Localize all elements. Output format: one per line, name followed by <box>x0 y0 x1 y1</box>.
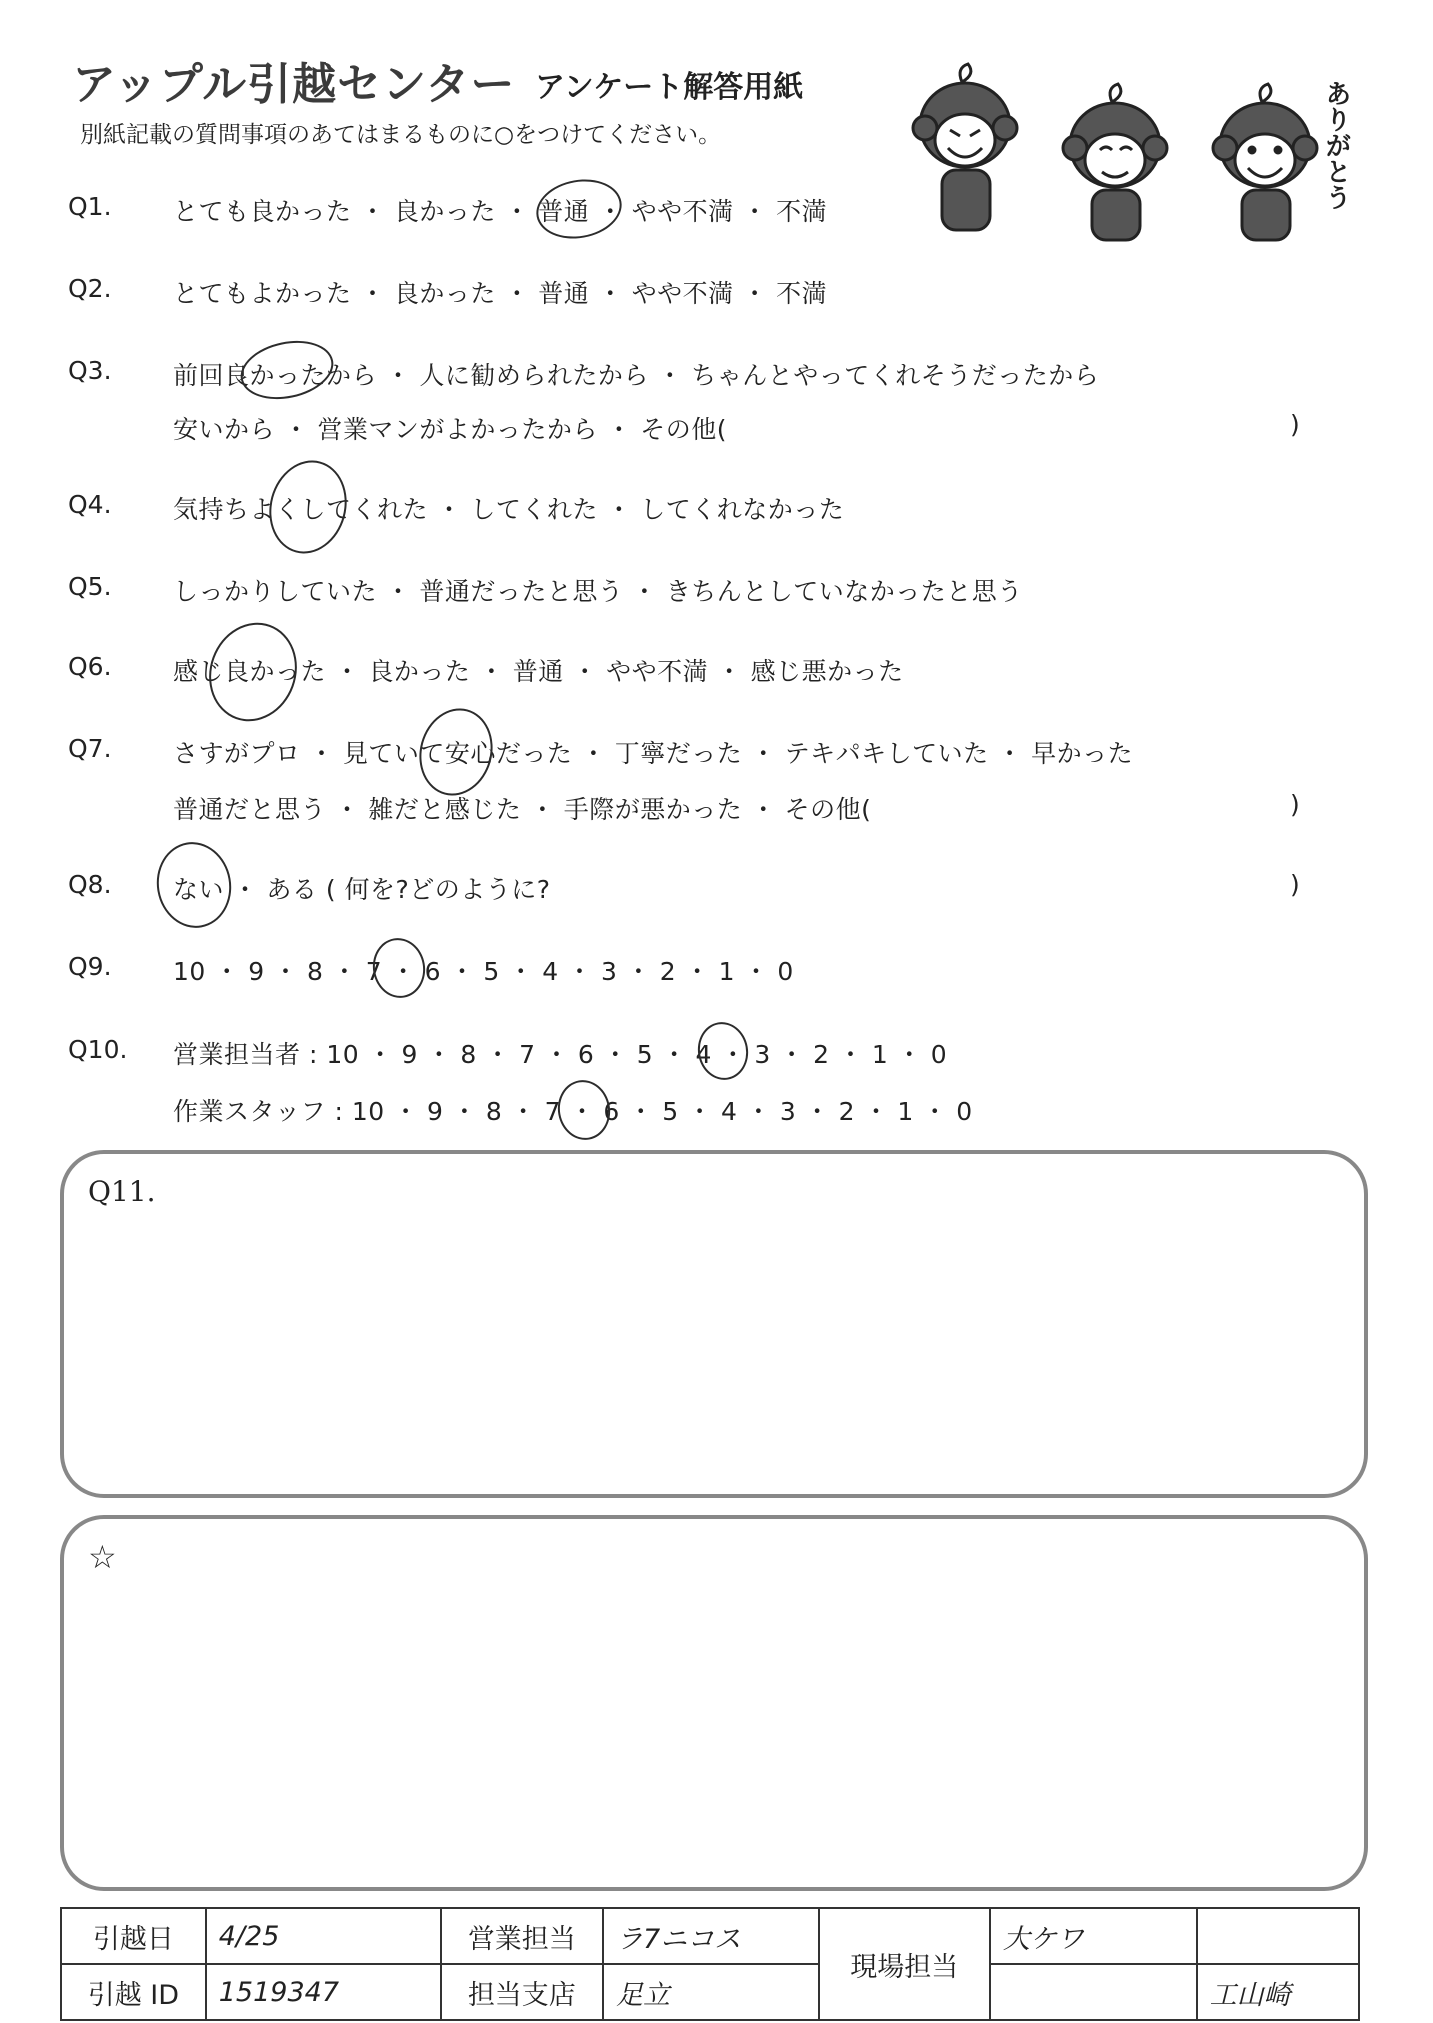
question-2-row <box>0 274 1433 314</box>
question-7-row-2 <box>0 790 1433 830</box>
form-subtitle: アンケート解答用紙 <box>535 70 804 105</box>
moving-date-label: 引越日 <box>61 1908 206 1964</box>
question-options: 10 ・ 9 ・ 8 ・ 7 ・ 6 ・ 5 ・ 4 ・ 3 ・ 2 ・ 1 ・ 0 <box>173 957 794 986</box>
question-options: 気持ちよくしてくれた ・ してくれた ・ してくれなかった <box>173 495 845 524</box>
question-options: 作業スタッフ : 10 ・ 9 ・ 8 ・ 7 ・ 6 ・ 5 ・ 4 ・ 3 ・ 2 ・ 1 ・ 0 <box>173 1097 973 1126</box>
site-empty-cell <box>990 1964 1197 2020</box>
question-5-row <box>0 572 1433 612</box>
question-label: Q5. <box>68 572 112 601</box>
question-options: とても良かった ・ 良かった ・ 普通 ・ やや不満 ・ 不満 <box>173 197 828 226</box>
question-4-row <box>0 490 1433 530</box>
brand-title: アップル引越センター <box>72 59 516 110</box>
question-label: Q1. <box>68 192 112 221</box>
closing-paren: ) <box>1290 410 1300 439</box>
sales-label: 営業担当 <box>441 1908 603 1964</box>
answer-circle <box>259 452 357 562</box>
question-label: Q8. <box>68 870 112 899</box>
sales-value: ラ7ニコス <box>603 1908 819 1964</box>
site-empty-cell <box>1197 1908 1359 1964</box>
footer-info-table <box>60 1907 1360 2021</box>
branch-label: 担当支店 <box>441 1964 603 2020</box>
question-options: 感じ良かった ・ 良かった ・ 普通 ・ やや不満 ・ 感じ悪かった <box>173 657 904 686</box>
answer-circle <box>553 1076 615 1144</box>
question-options: 安いから ・ 営業マンがよかったから ・ その他( <box>173 415 728 444</box>
question-3-row-2 <box>0 410 1433 450</box>
answer-circle <box>195 610 310 733</box>
question-label: Q7. <box>68 734 112 763</box>
question-label: Q9. <box>68 952 112 981</box>
question-options: さすがプロ ・ 見ていて安心だった ・ 丁寧だった ・ テキパキしていた ・ 早かった <box>173 739 1134 768</box>
branch-value: 足立 <box>603 1964 819 2020</box>
thanks-text: ありがとう <box>1321 80 1351 210</box>
question-options: ない ・ ある ( 何を?どのように? <box>173 875 551 904</box>
question-9-row <box>0 952 1433 992</box>
question-label: Q3. <box>68 356 112 385</box>
site-value-2: 工山崎 <box>1197 1964 1359 2020</box>
question-options: とてもよかった ・ 良かった ・ 普通 ・ やや不満 ・ 不満 <box>173 279 828 308</box>
closing-paren: ) <box>1290 870 1300 899</box>
instruction-text: 別紙記載の質問事項のあてはまるものに○をつけてください。 <box>80 122 722 148</box>
question-3-row <box>0 356 1433 396</box>
site-label: 現場担当 <box>819 1908 990 2020</box>
question-options: しっかりしていた ・ 普通だったと思う ・ きちんとしていなかったと思う <box>173 577 1023 606</box>
question-10-row-2 <box>0 1092 1433 1132</box>
question-options: 前回良かったから ・ 人に勧められたから ・ ちゃんとやってくれそうだったから <box>173 361 1100 390</box>
answer-circle <box>532 173 627 245</box>
star-icon: ☆ <box>88 1538 117 1576</box>
q11-label: Q11. <box>88 1175 156 1208</box>
moving-date-value: 4/25 <box>206 1908 441 1964</box>
answer-circle <box>235 333 339 407</box>
question-label: Q6. <box>68 652 112 681</box>
moving-id-label: 引越 ID <box>61 1964 206 2020</box>
closing-paren: ) <box>1290 790 1300 819</box>
question-7-row <box>0 734 1433 774</box>
answer-circle <box>150 836 238 934</box>
question-label: Q4. <box>68 490 112 519</box>
question-1-row <box>0 192 1433 232</box>
star-comment-box <box>60 1515 1368 1891</box>
question-options: 営業担当者 : 10 ・ 9 ・ 8 ・ 7 ・ 6 ・ 5 ・ 4 ・ 3 ・ 2 ・ 1 ・ 0 <box>173 1040 948 1069</box>
question-label: Q10. <box>68 1035 128 1064</box>
answer-circle <box>410 700 502 804</box>
site-value-1: 大ケワ <box>990 1908 1197 1964</box>
question-label: Q2. <box>68 274 112 303</box>
question-options: 普通だと思う ・ 雑だと感じた ・ 手際が悪かった ・ その他( <box>173 795 872 824</box>
moving-id-value: 1519347 <box>206 1964 441 2020</box>
q11-comment-box <box>60 1150 1368 1498</box>
